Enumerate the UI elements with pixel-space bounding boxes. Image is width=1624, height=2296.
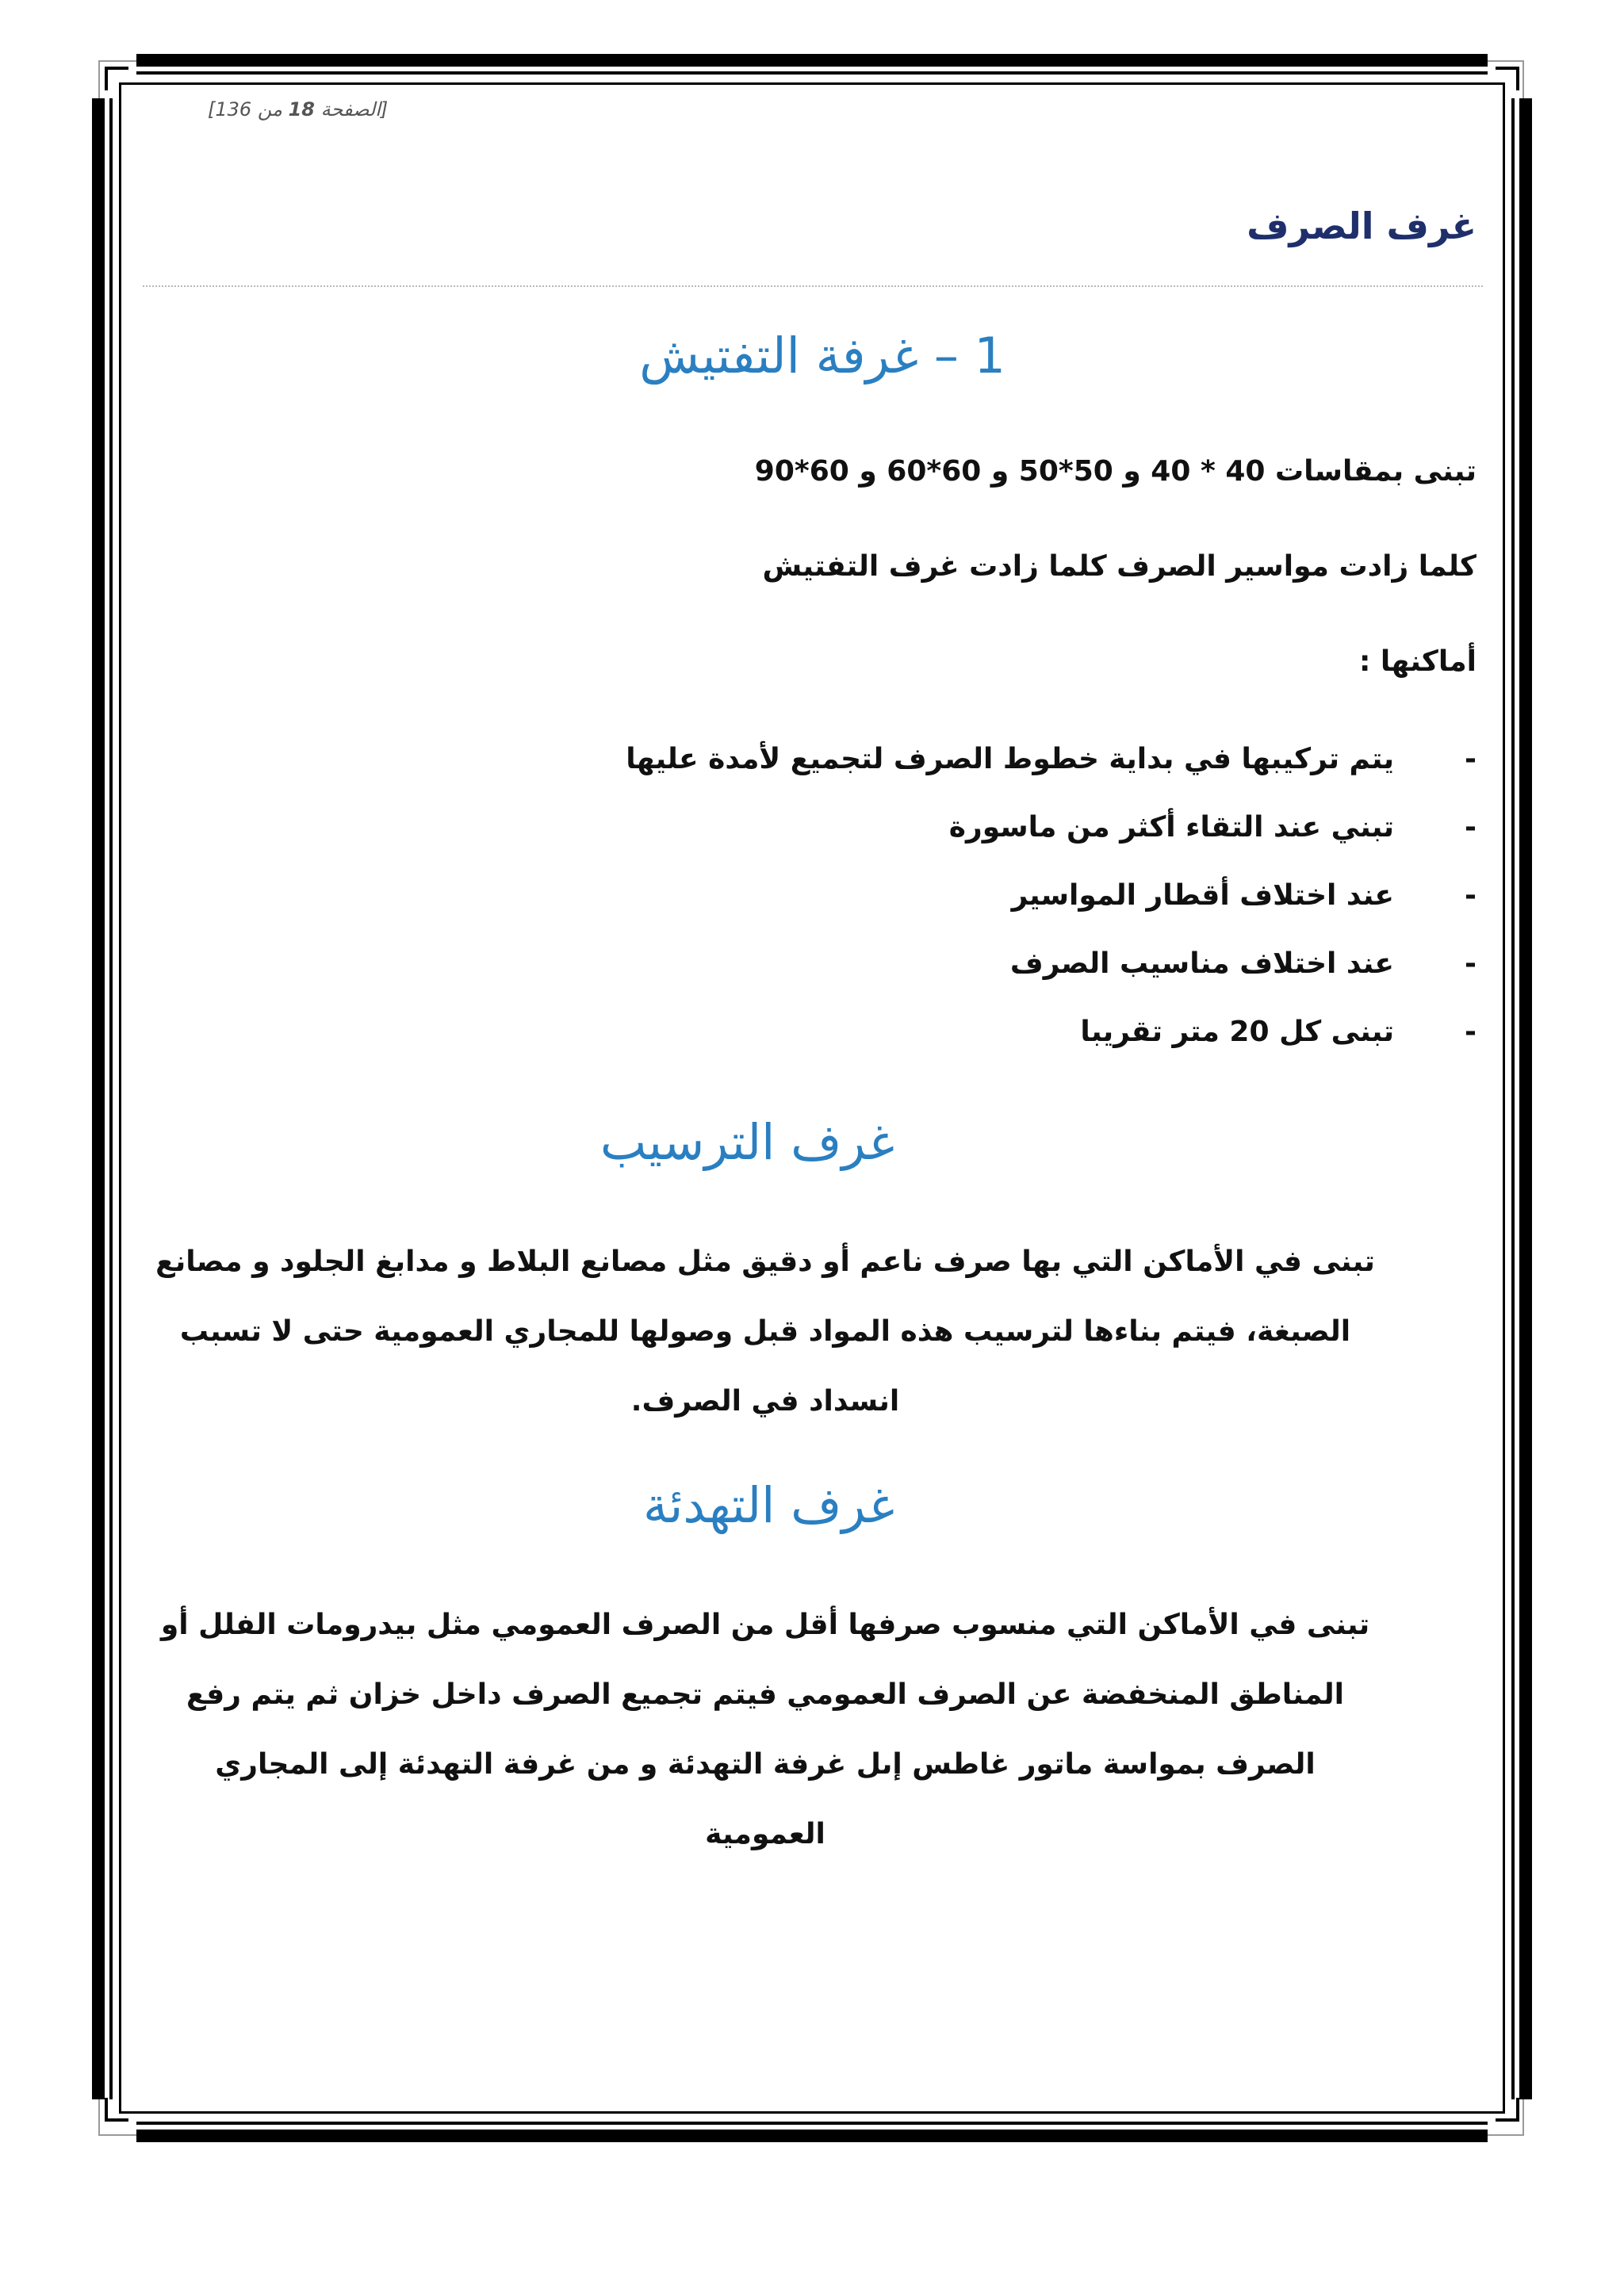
frame-top-bar bbox=[136, 54, 1488, 67]
frame-bottom-bar bbox=[136, 2130, 1488, 2142]
bullet-dash: - bbox=[1465, 743, 1477, 775]
frame-right-bar bbox=[1519, 98, 1532, 2099]
list-item-text: تبنى كل 20 متر تقريبا bbox=[1080, 1016, 1394, 1048]
settling-body: تبنى في الأماكن التي بها صرف ناعم أو دقيق مثل مصانع البلاط و مدابغ الجلود و مصانع الصبغة، فيتم بناءها لترسيب هذه المواد قبل وصولها للمجاري العمومية حتى لا تسبب انسداد في الصرف. bbox=[155, 1246, 1375, 1418]
section-heading-inspection: 1 – غرفة التفتيش bbox=[639, 327, 1005, 385]
inspection-more: كلما زادت مواسير الصرف كلما زادت غرف التفتيش bbox=[762, 550, 1477, 583]
section-heading-calming: غرف التهدئة bbox=[642, 1476, 894, 1534]
title-separator bbox=[143, 285, 1483, 287]
list-item bbox=[525, 872, 1477, 940]
list-item-text: عند اختلاف أقطار المواسير bbox=[1011, 879, 1394, 912]
inspection-sizes: تبنى بمقاسات 40 * 40 و 50*50 و 60*60 و 60*90 bbox=[754, 455, 1477, 488]
page-title: غرف الصرف bbox=[1247, 205, 1477, 247]
frame-bottom-line bbox=[136, 2122, 1488, 2125]
bullet-dash: - bbox=[1465, 879, 1477, 912]
list-item bbox=[525, 736, 1477, 804]
list-item-text: يتم تركيبها في بداية خطوط الصرف لتجميع لأمدة عليها bbox=[626, 743, 1394, 775]
bullet-dash: - bbox=[1465, 947, 1477, 980]
frame-right-line bbox=[1511, 98, 1515, 2099]
page-number-total: من 136] bbox=[208, 98, 282, 121]
page-number-prefix: [الصفحة bbox=[320, 98, 389, 121]
list-item bbox=[525, 1008, 1477, 1077]
bullet-dash: - bbox=[1465, 811, 1477, 844]
list-item bbox=[525, 804, 1477, 872]
frame-left-line bbox=[109, 98, 113, 2099]
inspection-places-list bbox=[525, 736, 1477, 1077]
frame-top-line bbox=[136, 71, 1488, 75]
list-item-text: تبني عند التقاء أكثر من ماسورة bbox=[948, 811, 1394, 844]
section-heading-settling: غرف الترسيب bbox=[599, 1113, 894, 1171]
bullet-dash: - bbox=[1465, 1016, 1477, 1048]
page-number bbox=[208, 98, 398, 121]
calming-body: تبنى في الأماكن التي منسوب صرفها أقل من الصرف العمومي مثل بيدرومات الفلل أو المناطق المنخفضة عن الصرف العمومي فيتم تجميع الصرف داخل خزان ثم يتم رفع الصرف بمواسة ماتور غاطس إىل غرفة التهدئة و من غرفة التهدئة إلى المجاري العمومية bbox=[160, 1609, 1370, 1850]
list-item bbox=[525, 940, 1477, 1008]
frame-left-bar bbox=[92, 98, 105, 2099]
page-number-current: 18 bbox=[288, 98, 315, 121]
inspection-places-label: أماكنها : bbox=[1359, 645, 1477, 678]
list-item-text: عند اختلاف مناسيب الصرف bbox=[1009, 947, 1394, 980]
